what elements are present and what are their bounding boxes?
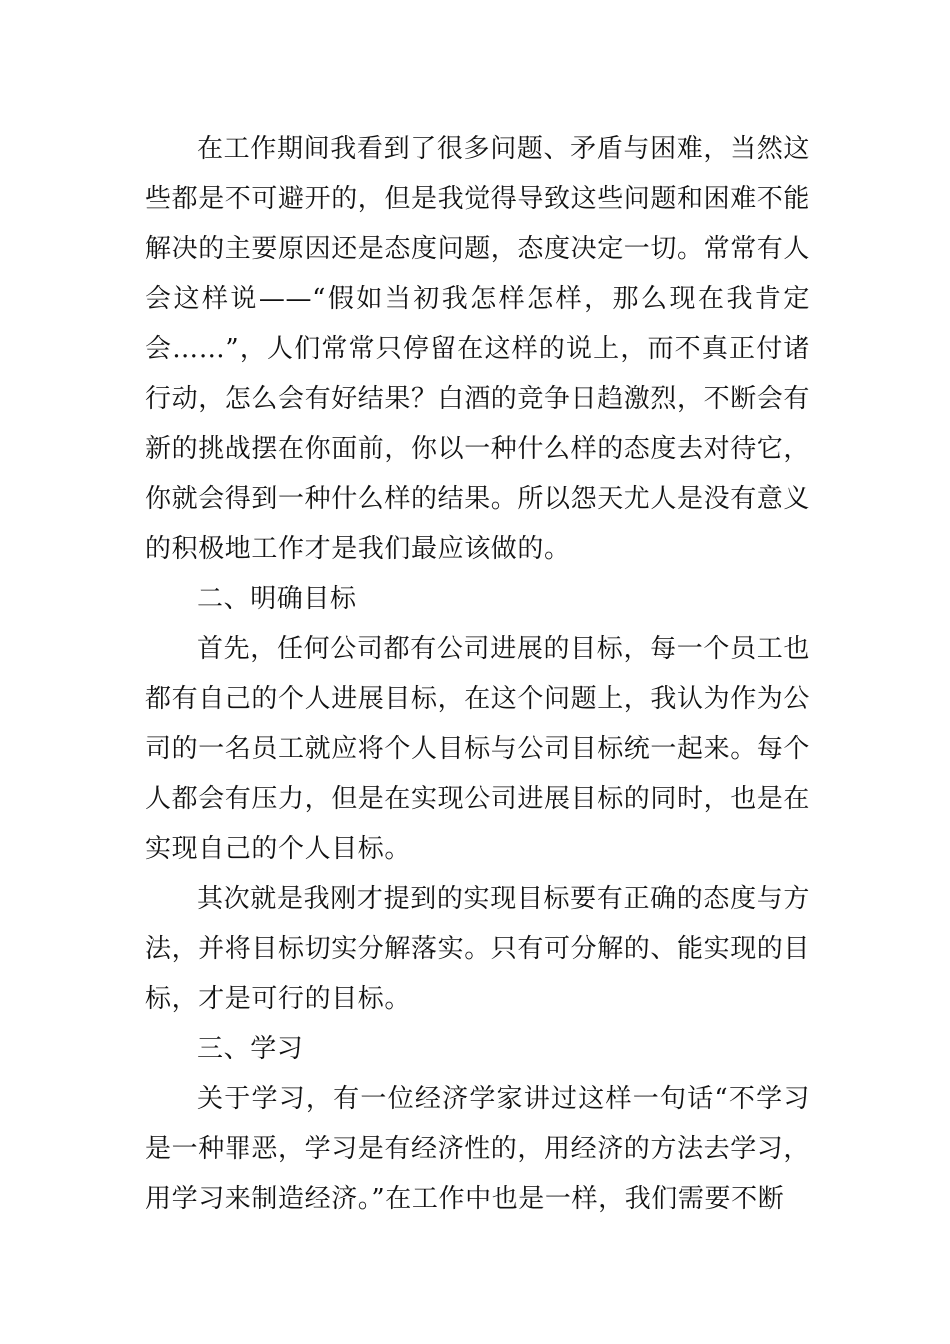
paragraph-goals-second: 其次就是我刚才提到的实现目标要有正确的态度与方法，并将目标切实分解落实。只有可分解的、能实现的目标，才是可行的目标。 <box>145 884 811 1014</box>
document-body <box>145 124 810 1224</box>
section-heading-learning: 三、学习 <box>197 1034 304 1064</box>
paragraph-learning: 关于学习，有一位经济学家讲过这样一句话“不学习是一种罪恶，学习是有经济性的，用经济的方法去学习，用学习来制造经济。”在工作中也是一样，我们需要不断 <box>145 1084 811 1214</box>
paragraph-goals-first: 首先，任何公司都有公司进展的目标，每一个员工也都有自己的个人进展目标，在这个问题上，我认为作为公司的一名员工就应将个人目标与公司目标统一起来。每个人都会有压力，但是在实现公司进展目标的同时，也是在实现自己的个人目标。 <box>145 634 811 864</box>
paragraph-attitude: 在工作期间我看到了很多问题、矛盾与困难，当然这些都是不可避开的，但是我觉得导致这些问题和困难不能解决的主要原因还是态度问题，态度决定一切。常常有人会这样说——“假如当初我怎样怎样，那么现在我肯定会……”，人们常常只停留在这样的说上，而不真正付诸行动，怎么会有好结果？白酒的竞争日趋激烈，不断会有新的挑战摆在你面前，你以一种什么样的态度去对待它，你就会得到一种什么样的结果。所以怨天尤人是没有意义的积极地工作才是我们最应该做的。 <box>145 134 811 564</box>
section-heading-clear-goals: 二、明确目标 <box>197 584 357 614</box>
